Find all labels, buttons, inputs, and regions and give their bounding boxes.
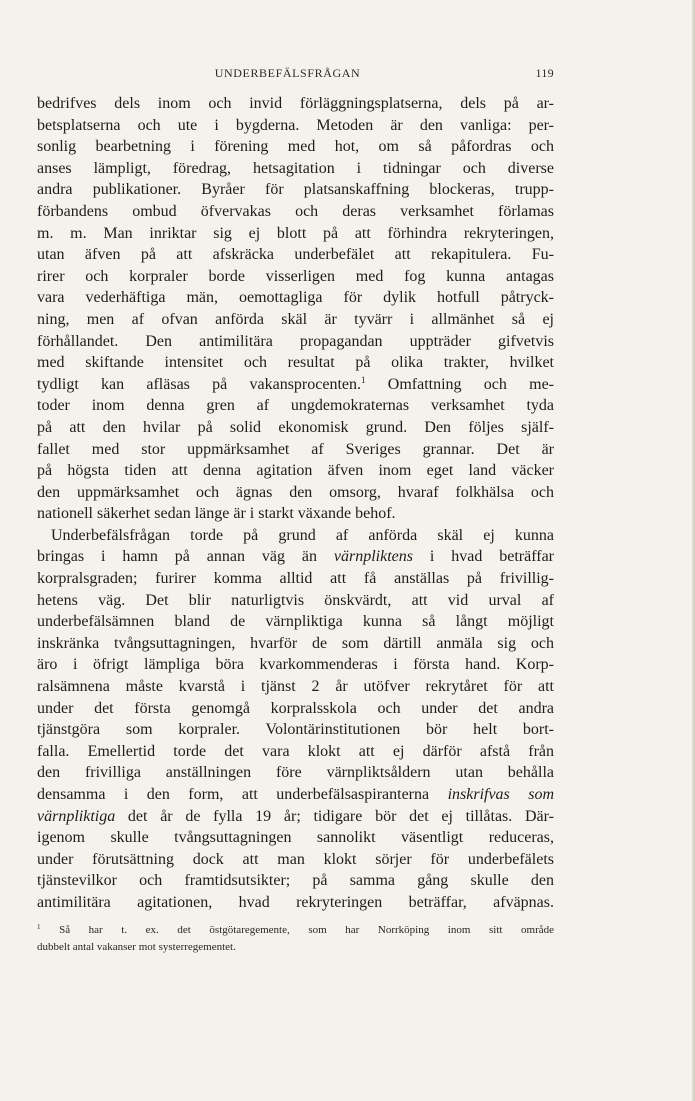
- line-text: falla. Emellertid torde det vara klokt att ej därför afstå från: [37, 742, 554, 760]
- text-line: [37, 331, 554, 353]
- line-text: förhållandet. Den antimilitära propagandan uppträder gifvetvis: [37, 332, 554, 350]
- text-line: [37, 266, 554, 288]
- line-text: den uppmärksamhet och ägnas den omsorg, hvaraf folkhälsa och: [37, 483, 554, 501]
- text-line: [37, 546, 554, 568]
- text-line: [37, 136, 554, 158]
- line-text: inskränka tvångsuttagningen, hvarför de som därtill anmäla sig och: [37, 634, 554, 652]
- footnote-reference: 1: [361, 374, 366, 385]
- body-text: [37, 93, 554, 914]
- line-text: betsplatserna och ute i bygderna. Metoden är den vanliga: per-: [37, 116, 554, 134]
- italic-text: inskrifvas som: [447, 786, 555, 803]
- line-text: under förutsättning dock att man klokt sörjer för underbefälets: [37, 850, 554, 868]
- line-text: utan äfven på att afskräcka underbefälet att rekapitulera. Fu-: [37, 246, 554, 264]
- line-text: andra publikationer. Byråer för platsanskaffning blockeras, trupp-: [37, 181, 554, 199]
- line-text: fallet med stor uppmärksamhet af Sveriges grannar. Det är: [37, 440, 554, 458]
- text-line: [37, 698, 554, 720]
- text-line: [37, 223, 554, 245]
- text-line: [37, 719, 554, 741]
- text-line: [37, 654, 554, 676]
- text-line: [37, 784, 554, 806]
- text-line: [37, 633, 554, 655]
- text-line: [37, 568, 554, 590]
- text-line: [37, 158, 554, 180]
- line-text: tydligt kan afläsas på vakansprocenten.: [37, 375, 362, 393]
- text-line: [37, 590, 554, 612]
- line-text: hetens väg. Det blir naturligtvis önskvärdt, att vid urval af: [37, 591, 554, 609]
- line-text: på högsta tiden att denna agitation äfven inom eget land väcker: [37, 462, 554, 480]
- line-text: förbandens ombud öfvervakas och deras verksamhet förlamas: [37, 202, 554, 220]
- running-head: [0, 66, 695, 82]
- text-line: [37, 611, 554, 633]
- line-text: det år de fylla 19 år; tidigare bör det ej tillåtas. Där-: [115, 807, 554, 825]
- footnote-marker: 1: [37, 923, 41, 931]
- line-text: underbefälsämnen bland de värnpliktiga kunna så långt möjligt: [37, 613, 554, 631]
- text-line: [37, 93, 554, 115]
- text-line: [37, 244, 554, 266]
- text-line: [37, 806, 554, 828]
- line-text: den frivilliga anställningen före värnpliktsåldern utan behålla: [37, 764, 554, 782]
- line-text: på att den hvilar på solid ekonomisk grund. Den följes själf-: [37, 418, 554, 436]
- line-text: tjänstgöra som korpraler. Volontärinstitutionen bör helt bort-: [37, 721, 554, 739]
- footnote: [37, 922, 554, 956]
- line-text: ralsämnena måste kvarstå i tjänst 2 år utöfver rekrytåret för att: [37, 678, 554, 696]
- line-text: rirer och korpraler borde visserligen med fog kunna antagas: [37, 267, 554, 285]
- text-line: [37, 741, 554, 763]
- page-number: 119: [535, 66, 554, 80]
- line-text: korpralsgraden; furirer komma alltid att få anställas på frivillig-: [37, 570, 554, 588]
- line-text: toder inom denna gren af ungdemokraternas verksamhet tyda: [37, 397, 554, 415]
- text-line: [37, 849, 554, 871]
- line-text: antimilitära agitationen, hvad rekryteringen beträffar, afväpnas.: [37, 893, 554, 911]
- italic-text: värnpliktiga: [37, 807, 116, 825]
- text-line: [37, 201, 554, 223]
- footnote-line: dubbelt antal vakanser mot systerregementet.: [37, 941, 236, 953]
- text-line: [37, 374, 554, 396]
- text-line: [37, 892, 554, 914]
- italic-text: värnpliktens: [333, 548, 413, 566]
- line-text: igenom skulle tvångsuttagningen sannolikt väsentligt reduceras,: [37, 829, 554, 847]
- footnote-text: Så har t. ex. det östgötaregemente, som har Norrköping inom sitt område: [40, 924, 554, 936]
- line-text: med skiftande intensitet och resultat på olika trakter, hvilket: [37, 354, 554, 372]
- text-line: [37, 417, 554, 439]
- text-line: [37, 460, 554, 482]
- text-line: [37, 179, 554, 201]
- line-text: ning, men af ofvan anförda skäl är tyvärr i allmänhet så ej: [37, 310, 554, 328]
- line-text: Underbefälsfrågan torde på grund af anförda skäl ej kunna: [51, 526, 554, 544]
- text-line: [37, 482, 554, 504]
- text-line: [37, 870, 554, 892]
- line-text: m. m. Man inriktar sig ej blott på att förhindra rekryteringen,: [37, 224, 554, 242]
- text-line: [37, 352, 554, 374]
- line-text: vara vederhäftiga män, oemottagliga för dylik hotfull påtryck-: [37, 289, 554, 307]
- text-line: [37, 503, 554, 525]
- line-text: i hvad beträffar: [412, 548, 554, 566]
- text-line: [37, 439, 554, 461]
- text-line: [37, 827, 554, 849]
- text-line: [37, 525, 554, 547]
- text-line: [37, 676, 554, 698]
- line-text: under det första genomgå korpralsskola och under det andra: [37, 699, 554, 717]
- line-text: bedrifves dels inom och invid förläggningsplatserna, dels på ar-: [37, 95, 554, 112]
- line-text: tjänstevilkor och framtidsutsikter; på samma gång skulle den: [37, 872, 554, 890]
- line-text: bringas i hamn på annan väg än: [37, 548, 334, 566]
- line-text: anses lämpligt, föredrag, hetsagitation i tidningar och diverse: [37, 159, 554, 177]
- text-line: [37, 309, 554, 331]
- text-line: [37, 762, 554, 784]
- line-text: densamma i den form, att underbefälsaspiranterna: [37, 786, 448, 803]
- text-line: [37, 287, 554, 309]
- line-text: äro i öfrigt lämpliga böra kvarkommenderas i första hand. Korp-: [37, 656, 554, 674]
- footnote-line: [37, 922, 554, 939]
- line-text: Omfattning och me-: [365, 375, 554, 393]
- text-line: [37, 115, 554, 137]
- running-title: UNDERBEFÄLSFRÅGAN: [214, 66, 361, 80]
- line-text: nationell säkerhet sedan länge är i starkt växande behof.: [37, 505, 396, 523]
- text-line: [37, 395, 554, 417]
- line-text: sonlig bearbetning i förening med hot, om så påfordras och: [37, 138, 554, 156]
